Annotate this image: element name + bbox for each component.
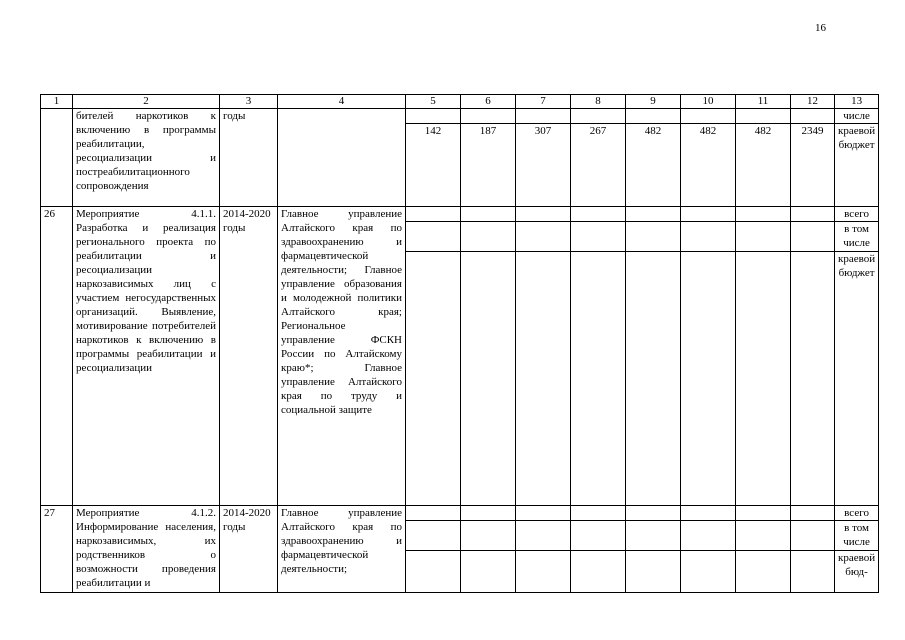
cont-years: годы bbox=[220, 109, 278, 207]
source-total: всего bbox=[835, 506, 879, 521]
header-cell: 13 bbox=[835, 95, 879, 109]
page-number: 16 bbox=[815, 22, 826, 34]
value-cell: 187 bbox=[461, 124, 516, 207]
measure-years: 2014-2020 годы bbox=[220, 506, 278, 593]
measure-name: Мероприятие 4.1.2. Информирование населения, наркозависимых, их родственников о возможности проведения реабилитации и bbox=[73, 506, 220, 593]
value-cell: 2349 bbox=[791, 124, 835, 207]
source-regional-budget: краевой бюджет bbox=[835, 252, 879, 506]
measure-name: Мероприятие 4.1.1. Разработка и реализация регионального проекта по реабилитации и ресоциализации наркозависимых лиц с участием негосударственных организаций. Выявление, мотивирование потребителей наркотиков к включению в программы реабилитации и ресоциализации bbox=[73, 207, 220, 506]
program-table bbox=[40, 94, 879, 593]
header-cell: 9 bbox=[626, 95, 681, 109]
header-cell: 4 bbox=[278, 95, 406, 109]
continuation-row bbox=[41, 109, 879, 124]
header-cell: 2 bbox=[73, 95, 220, 109]
measure-executors: Главное управление Алтайского края по здравоохранению и фармацевтической деятельности; bbox=[278, 506, 406, 593]
header-cell: 7 bbox=[516, 95, 571, 109]
source-regional-budget: краевой бюд- bbox=[835, 551, 879, 593]
cont-source-top: числе bbox=[835, 109, 879, 124]
measure-executors: Главное управление Алтайского края по здравоохранению и фармацевтической деятельности; Главное управление образования и молодежной политики Алтайского края; Региональное управление ФСКН России по Алтайскому краю*; Главное управление Алтайского края по труду и социальной защите bbox=[278, 207, 406, 506]
cont-name: бителей наркотиков к включению в программы реабилитации, ресоциализации и постреабилитационного сопровождения bbox=[73, 109, 220, 207]
source-total: всего bbox=[835, 207, 879, 222]
header-row bbox=[41, 95, 879, 109]
header-cell: 12 bbox=[791, 95, 835, 109]
measure-years: 2014-2020 годы bbox=[220, 207, 278, 506]
value-cell: 482 bbox=[736, 124, 791, 207]
header-cell: 10 bbox=[681, 95, 736, 109]
header-cell: 3 bbox=[220, 95, 278, 109]
header-cell: 8 bbox=[571, 95, 626, 109]
header-cell: 1 bbox=[41, 95, 73, 109]
cont-source-bottom: краевой бюджет bbox=[835, 124, 879, 207]
row-number: 27 bbox=[41, 506, 73, 593]
header-cell: 6 bbox=[461, 95, 516, 109]
source-including: в том числе bbox=[835, 521, 879, 551]
value-cell: 267 bbox=[571, 124, 626, 207]
value-cell: 142 bbox=[406, 124, 461, 207]
table-row-26 bbox=[41, 207, 879, 222]
value-cell: 307 bbox=[516, 124, 571, 207]
table-row-27 bbox=[41, 506, 879, 521]
value-cell: 482 bbox=[626, 124, 681, 207]
row-number: 26 bbox=[41, 207, 73, 506]
source-including: в том числе bbox=[835, 222, 879, 252]
header-cell: 11 bbox=[736, 95, 791, 109]
value-cell: 482 bbox=[681, 124, 736, 207]
header-cell: 5 bbox=[406, 95, 461, 109]
